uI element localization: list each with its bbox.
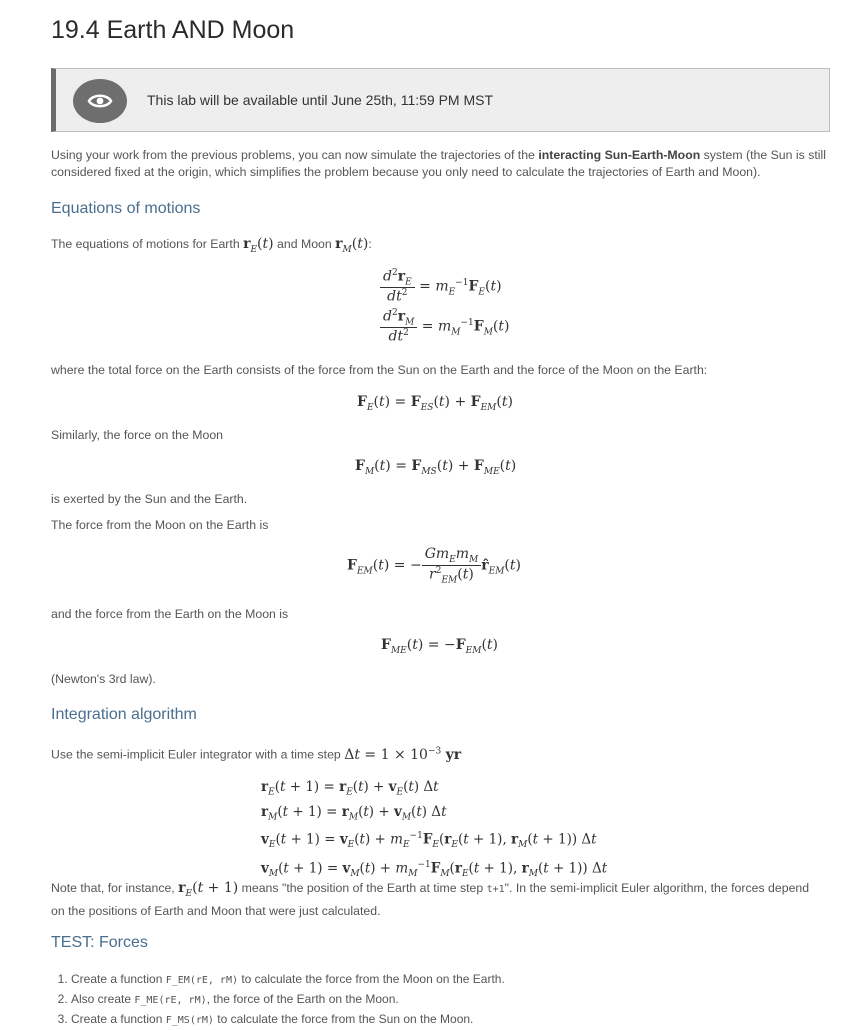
total-force-text: where the total force on the Earth consists of the force from the Sun on the Earth and the force of the Moon on the Earth: (51, 363, 708, 377)
list-item: 1. Create a function F_EM(rE, rM) to calculate the force from the Moon on the Earth. (71, 970, 826, 990)
note-paragraph (51, 880, 826, 920)
page-title: 19.4 Earth AND Moon (51, 16, 295, 44)
list-item: 2. Also create F_ME(rE, rM), the force of the Earth on the Moon. (71, 990, 826, 1010)
update-vM: $v_M(t + 1) = v_M(t) + m_M^{-1}F_M(r_E(t + 1)$, $r_M(t + 1)$) Δt (261, 859, 608, 879)
rM-symbol: $r_M(t)$ (335, 236, 369, 255)
intro-post: system (the Sun is still considered fixed at the origin, which simplifies the problem because you only need to calculate the trajectories of Earth and Moon). (51, 148, 826, 179)
update-vE: $v_E(t + 1) = v_E(t) + m_E^{-1}F_E(r_E(t + 1)$, $r_M(t + 1)$) Δt (261, 831, 597, 851)
update-rE: $r_E(t + 1) = r_E(t) + v_E(t)$ Δt (261, 779, 439, 798)
intro-bold: interacting Sun-Earth-Moon (538, 148, 701, 162)
eq-intro-a: The equations of motions for Earth (51, 237, 244, 251)
integrator-equations (261, 778, 607, 884)
exerted-text: is exerted by the Sun and the Earth. (51, 492, 248, 506)
note-c: ". In the semi-implicit Euler algorithm, the forces depend on the positions of Earth and Moon that were just calculated. (51, 881, 810, 918)
equation-force-em: $F_{EM}(t)$ = − $\frac{Gm_Em_M}{r^2_{EM}(t)}$ $r̂_{EM}(t)$ (347, 546, 521, 586)
equation-force-earth: $F_E(t) = F_{ES}(t) + F_{EM}(t)$ (357, 394, 513, 413)
semi-text: Use the semi-implicit Euler integrator with a time step (51, 747, 345, 762)
semi-implicit-text (51, 743, 461, 764)
equation-earth-motion: $\frac{d^2r_E}{dt^2}$ = $m_E^{-1}F_E(t)$ (380, 268, 502, 305)
task-list (51, 970, 826, 1030)
eq-intro-b: and Moon (273, 237, 336, 251)
equation-force-me: $F_{ME}(t) = -F_{EM}(t)$ (381, 637, 499, 656)
eye-icon (73, 79, 127, 123)
similarly-text: Similarly, the force on the Moon (51, 428, 224, 442)
rE-next-symbol: $r_E(t + 1)$ (178, 880, 239, 899)
eq-intro-c: : (368, 237, 372, 251)
notice-text: This lab will be available until June 25th, 11:59 PM MST (147, 92, 494, 108)
rE-symbol: $r_E(t)$ (243, 236, 274, 255)
force-earth-moon-text: and the force from the Earth on the Moon is (51, 607, 289, 621)
timestep-value: $\Delta t = 1 \times 10^{-3}$ yr (344, 746, 462, 763)
note-b: means "the position of the Earth at time step (238, 881, 487, 895)
section-integration-algorithm: Integration algorithm (51, 706, 197, 723)
list-item: 3. Create a function F_MS(rM) to calculate the force from the Sun on the Moon. (71, 1010, 826, 1030)
equation-moon-motion: $\frac{d^2r_M}{dt^2}$ = $m_M^{-1}F_M(t)$ (380, 308, 509, 345)
eq-intro (51, 236, 372, 259)
intro-paragraph (51, 147, 826, 181)
note-a: Note that, for instance, (51, 881, 179, 895)
update-rM: $r_M(t + 1) = r_M(t) + v_M(t)$ Δt (261, 803, 447, 823)
newton-text: (Newton's 3rd law). (51, 672, 156, 686)
equation-force-moon: $F_M(t) = F_{MS}(t) + F_{ME}(t)$ (355, 458, 517, 477)
section-equations-of-motions: Equations of motions (51, 200, 201, 217)
intro-pre: Using your work from the previous problems, you can now simulate the trajectories of the (51, 148, 539, 162)
note-code: t+1 (486, 884, 505, 895)
availability-notice (51, 68, 830, 132)
section-test-forces: TEST: Forces (51, 934, 148, 951)
force-moon-earth-text: The force from the Moon on the Earth is (51, 518, 269, 532)
